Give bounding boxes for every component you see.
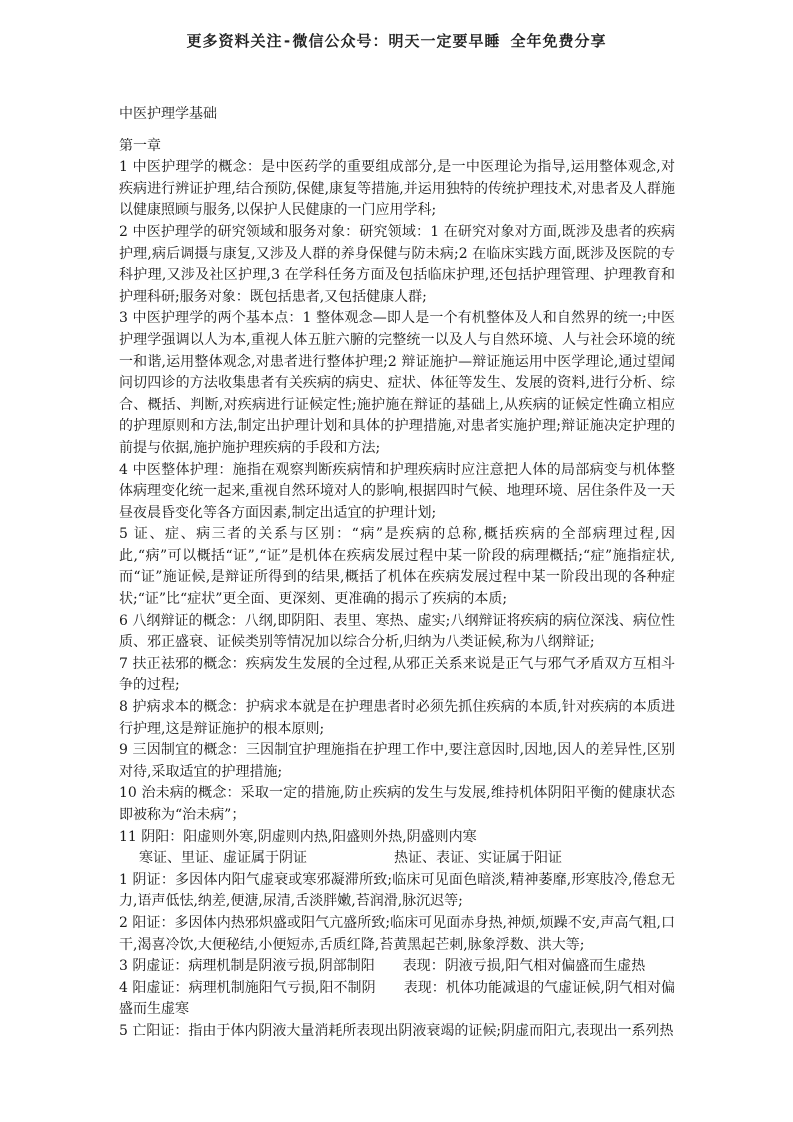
yin-yang-classification-row xyxy=(119,848,675,870)
paragraph: 5 证、症、病三者的关系与区别：“病”是疾病的总称,概括疾病的全部病理过程,因此,“病”可以概括“证”,“证”是机体在疾病发展过程中某一阶段的病理概括;“症”施指症状,而“证”施证候,是辩证所得到的结果,概括了机体在疾病发展过程中某一阶段出现的各种症状;“证”比“症状”更全面、更深刻、更准确的揭示了疾病的本质; xyxy=(119,526,675,608)
paragraph: 5 亡阳证：指由于体内阴液大量消耗所表现出阴液衰竭的证候;阴虚而阳亢,表现出一系列热 xyxy=(119,1022,674,1039)
paragraph: 7 扶正祛邪的概念：疾病发生发展的全过程,从邪正关系来说是正气与邪气矛盾双方互相斗争的过程; xyxy=(119,655,675,694)
paragraph: 4 阳虚证：病理机制施阳气亏损,阳不制阴 表现：机体功能减退的气虚证候,阴气相对偏盛而生虚寒 xyxy=(119,979,675,1018)
paragraph: 3 阴虚证：病理机制是阴液亏损,阴部制阳 表现：阴液亏损,阳气相对偏盛而生虚热 xyxy=(119,958,646,975)
paragraph: 2 阳证：多因体内热邪炽盛或阳气亢盛所致;临床可见面赤身热,神烦,烦躁不安,声高气粗,口干,渴喜冷饮,大便秘结,小便短赤,舌质红降,苔黄黑起芒刺,脉象浮数、洪大等; xyxy=(119,914,675,953)
paragraph: 1 中医护理学的概念：是中医药学的重要组成部分,是一中医理论为指导,运用整体观念,对疾病进行辨证护理,结合预防,保健,康复等措施,并运用独特的传统护理技术,对患者及人群施以健康照顾与服务,以保护人民健康的一门应用学科; xyxy=(119,159,675,219)
paragraph: 9 三因制宜的概念：三因制宜护理施指在护理工作中,要注意因时,因地,因人的差异性,区别对待,采取适宜的护理措施; xyxy=(119,742,675,780)
paragraph: 11 阴阳：阳虚则外寒,阴虚则内热,阳盛则外热,阴盛则内寒 xyxy=(119,828,477,845)
paragraph: 2 中医护理学的研究领域和服务对象：研究领域：1 在研究对象对方面,既涉及患者的疾病护理,病后调摄与康复,又涉及人群的养身保健与防未病;2 在临床实践方面,既涉及医院的专科护理,又涉及社区护理,3 在学科任务方面及包括临床护理,还包括护理管理、护理教育和护理科研;服务对象：既包括患者,又包括健康人群; xyxy=(119,223,675,305)
paragraph: 8 护病求本的概念：护病求本就是在护理患者时必须先抓住疾病的本质,针对疾病的本质进行护理,这是辩证施护的根本原则; xyxy=(119,699,675,737)
paragraph: 4 中医整体护理：施指在观察判断疾病情和护理疾病时应注意把人体的局部病变与机体整体病理变化统一起来,重视自然环境对人的影响,根据四时气候、地理环境、居住条件及一天昼夜晨昏变化等各方面因素,制定出适宜的护理计划; xyxy=(119,461,675,521)
document-title: 中医护理学基础 xyxy=(119,106,217,122)
paragraph: 10 治未病的概念：采取一定的措施,防止疾病的发生与发展,维持机体阴阳平衡的健康状态即被称为“治未病”； xyxy=(119,785,675,823)
document-body xyxy=(119,104,675,1043)
header-banner: 更多资料关注-微信公众号：明天一定要早睡 全年免费分享 xyxy=(186,32,607,50)
paragraph: 6 八纲辩证的概念：八纲,即阴阳、表里、寒热、虚实;八纲辩证将疾病的病位深浅、病位性质、邪正盛衰、证候类别等情况加以综合分析,归纳为八类证候,称为八纲辩证; xyxy=(119,612,675,651)
paragraph: 1 阴证：多因体内阳气虚衰或寒邪凝滞所致;临床可见面色暗淡,精神萎靡,形寒肢冷,倦怠无力,语声低怯,纳差,便溏,尿清,舌淡胖嫩,苔润滑,脉沉迟等; xyxy=(119,871,675,910)
chapter-heading: 第一章 xyxy=(119,137,161,154)
paragraph: 3 中医护理学的两个基本点：1 整体观念—即人是一个有机整体及人和自然界的统一;中医护理学强调以人为本,重视人体五脏六腑的完整统一以及人与自然环境、人与社会环境的统一和谐,运用整体观念,对患者进行整体护理;2 辩证施护—辩证施运用中医学理论,通过望闻问切四诊的方法收集患者有关疾病的病史、症状、体征等发生、发展的资料,进行分析、综合、概括、判断,对疾病进行证候定性;施护施在辩证的基础上,从疾病的证候定性确立相应的护理原则和方法,制定出护理计划和具体的护理措施,对患者实施护理;辩证施决定护理的前提与依据,施护施护理疾病的手段和方法; xyxy=(119,310,675,456)
yin-syndromes-label: 寒证、里证、虚证属于阴证 xyxy=(139,850,307,867)
yang-syndromes-label: 热证、表证、实证属于阳证 xyxy=(394,850,562,867)
